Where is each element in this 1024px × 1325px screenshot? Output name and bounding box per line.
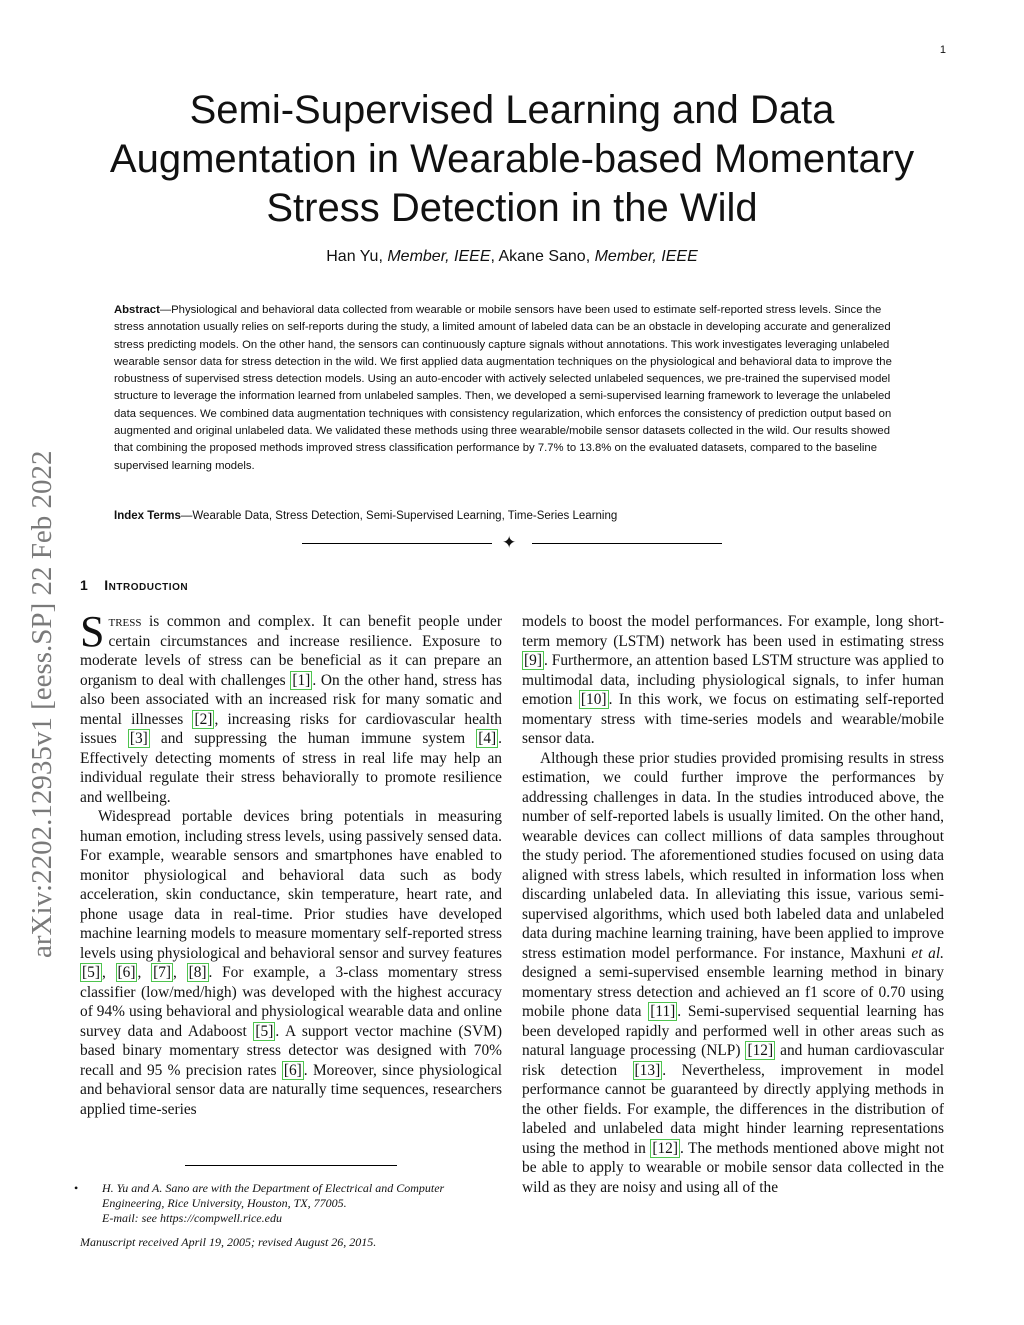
section-number: 1 xyxy=(80,577,89,593)
paragraph-text: is common and complex. It can benefit people under certain circumstances and increase resilience. Exposure to moderate levels of stress can be beneficial as it can prepare an organism to deal with challenges xyxy=(80,613,502,689)
citation-link[interactable]: [9] xyxy=(524,652,542,669)
smallcaps-word: tress xyxy=(108,613,142,630)
left-column xyxy=(80,607,502,1119)
abstract-text: —Physiological and behavioral data collected from wearable or mobile sensors have been used to estimate self-reported stress levels. Since the stress annotation usually relies on self-reports during the study, a limited amount of labeled data can be an obstacle in developing accurate and generalized stress predicting models. On the other hand, the sensors can continuously capture signals without annotations. This work investigates leveraging unlabeled wearable sensor data for stress detection in the wild. We first applied data augmentation techniques on the physiological and behavioral data to improve the robustness of supervised stress detection models. Using an auto-encoder with actively selected unlabeled sequences, we pre-trained the supervised model structure to leverage the information learned from unlabeled samples. Then, we developed a semi-supervised learning framework to leverage the unlabeled data sequences. We combined data augmentation techniques with consistency regularization, which enforces the consistency of prediction output based on augmented and original unlabeled data. We validated these methods using three wearable/mobile sensor datasets collected in the wild. Our results showed that combining the proposed methods improved stress classification performance by 7.7% to 13.8% on the evaluated datasets, compared to the baseline supervised learning models. xyxy=(114,304,892,472)
et-al: et al. xyxy=(911,944,944,962)
footnote xyxy=(74,1181,504,1226)
author-role: Member, IEEE xyxy=(387,248,491,265)
diamond-icon: ✦ xyxy=(502,533,517,553)
footnote-rule xyxy=(185,1165,397,1166)
footnote-body xyxy=(102,1181,504,1226)
paragraph-text: . Furthermore, an attention based LSTM structure was applied to multimodal data, including physiological signals, to infer human emotion xyxy=(522,652,944,708)
citation-link[interactable]: [4] xyxy=(478,730,497,747)
citation-separator: , xyxy=(101,964,116,981)
index-terms-text: —Wearable Data, Stress Detection, Semi-Supervised Learning, Time-Series Learning xyxy=(180,510,618,522)
citation-link[interactable]: [5] xyxy=(82,964,100,981)
right-column xyxy=(522,612,944,1197)
citation-link[interactable]: [6] xyxy=(283,1061,302,1079)
index-terms-label: Index Terms xyxy=(114,510,181,522)
bullet-icon: • xyxy=(74,1181,79,1195)
section-title: Introduction xyxy=(104,577,189,593)
citation-link[interactable]: [13] xyxy=(634,1061,661,1079)
citation-link[interactable]: [10] xyxy=(580,691,607,708)
drop-cap: S xyxy=(80,607,105,656)
citation-link[interactable]: [5] xyxy=(255,1022,274,1040)
paragraph-text: . A support vector machine (SVM) based binary momentary stress detector was designed with 70% recall and 95 % precision rates xyxy=(80,1022,502,1079)
abstract xyxy=(114,302,910,475)
author-name: , Akane Sano, xyxy=(490,248,591,265)
author-line xyxy=(80,248,944,266)
paragraph-text: . Semi-supervised sequential learning has been developed rapidly and performed well in other areas such as natural language processing (NLP) xyxy=(522,1003,944,1059)
citation-separator: , xyxy=(137,964,152,981)
intro-paragraph xyxy=(80,607,502,807)
paragraph-text: , increasing risks for cardiovascular health issues xyxy=(80,710,502,747)
citation-link[interactable]: [8] xyxy=(188,964,207,981)
paragraph-text: models to boost the model performances. For example, long short-term memory (LSTM) network has been used in estimating stress xyxy=(522,613,944,650)
section-separator xyxy=(302,534,722,554)
author-role: Member, IEEE xyxy=(594,248,698,265)
citation-link[interactable]: [12] xyxy=(747,1042,774,1059)
separator-line xyxy=(302,543,492,544)
paragraph-text: Although these prior studies provided promising results in stress estimation, we could further improve the performances by addressing challenges in data. In the studies introduced above, the number of self-reported labels is usually limited. On the other hand, wearable devices can collect millions of data samples throughout the study period. The aforementioned studies focused on using data aligned with stress labels, which resulted in information loss when discarding unlabeled data. In alleviating this issue, various semi-supervised algorithms, which used both labeled data and unlabeled data during machine learning training, have been applied to improve stress estimation model performance. For instance, Maxhuni xyxy=(522,749,944,962)
manuscript-note: Manuscript received April 19, 2005; revised August 26, 2015. xyxy=(80,1235,377,1249)
intro-paragraph xyxy=(80,807,502,1119)
intro-paragraph xyxy=(522,749,944,1198)
paragraph-text: designed a semi-supervised ensemble learning method in binary momentary stress detection and achieved an f1 score of 0.70 using mobile phone data xyxy=(522,964,944,1020)
citation-link[interactable]: [6] xyxy=(117,964,136,981)
citation-link[interactable]: [2] xyxy=(194,710,213,728)
separator-line xyxy=(532,543,722,544)
paragraph-text: and human cardiovascular risk detection xyxy=(522,1042,944,1079)
paragraph-text: . Moreover, since physiological and behavioral sensor data are naturally time sequences, researchers applied time-series xyxy=(80,1061,502,1118)
paragraph-text: . In this work, we focus on estimating self-reported momentary stress with time-series models and wearable/mobile sensor data. xyxy=(522,691,944,747)
paper-title: Semi-Supervised Learning and Data Augmentation in Wearable-based Momentary Stress Detection in the Wild xyxy=(109,88,915,230)
intro-paragraph xyxy=(522,612,944,749)
index-terms xyxy=(114,510,910,522)
section-heading xyxy=(80,577,188,593)
citation-link[interactable]: [7] xyxy=(153,964,172,981)
footnote-affiliation: H. Yu and A. Sano are with the Department of Electrical and Computer Engineering, Rice University, Houston, TX, 77005. xyxy=(102,1181,445,1210)
paragraph-text: . On the other hand, stress has also been associated with an increased risk for many somatic and mental illnesses xyxy=(80,671,502,728)
citation-link[interactable]: [11] xyxy=(650,1003,676,1020)
paragraph-text: . Effectively detecting moments of stress in real life may help an individual regulate their stress behaviorally to promote resilience and wellbeing. xyxy=(80,730,502,806)
footnote-email: E-mail: see https://compwell.rice.edu xyxy=(102,1211,282,1225)
abstract-label: Abstract xyxy=(114,304,160,316)
paragraph-text: Widespread portable devices bring potentials in measuring human emotion, including stress levels, using passively sensed data. For example, wearable sensors and smartphones have enabled to monitor physiological and behavioral data such as body acceleration, skin conductance, skin temperature, heart rate, and phone usage data in real-time. Prior studies have developed machine learning models to measure momentary self-reported stress levels using physiological and behavioral sensor and survey features xyxy=(80,808,502,962)
paragraph-text: . For example, a 3-class momentary stress classifier (low/med/high) was developed with the highest accuracy of 94% using behavioral and physiological wearable data and online survey data and Adaboost xyxy=(80,964,502,1040)
citation-link[interactable]: [12] xyxy=(652,1139,678,1157)
page-number: 1 xyxy=(939,44,946,56)
citation-separator: , xyxy=(173,964,187,981)
arxiv-stamp: arXiv:2202.12935v1 [eess.SP] 22 Feb 2022 xyxy=(26,450,58,958)
author-name: Han Yu, xyxy=(326,248,383,265)
paragraph-text: . Nevertheless, improvement in model performance cannot be guaranteed by directly applying methods in the other fields. For example, the differences in the distribution of labeled and unlabeled data might hinder learning representations using the method in xyxy=(522,1061,944,1157)
paragraph-text: . The methods mentioned above might not be able to apply to wearable or mobile sensor data collected in the wild as they are noisy and using all of the xyxy=(522,1139,944,1196)
paragraph-text: and suppressing the human immune system xyxy=(149,730,477,747)
citation-link[interactable]: [3] xyxy=(129,730,148,747)
citation-link[interactable]: [1] xyxy=(292,671,311,689)
